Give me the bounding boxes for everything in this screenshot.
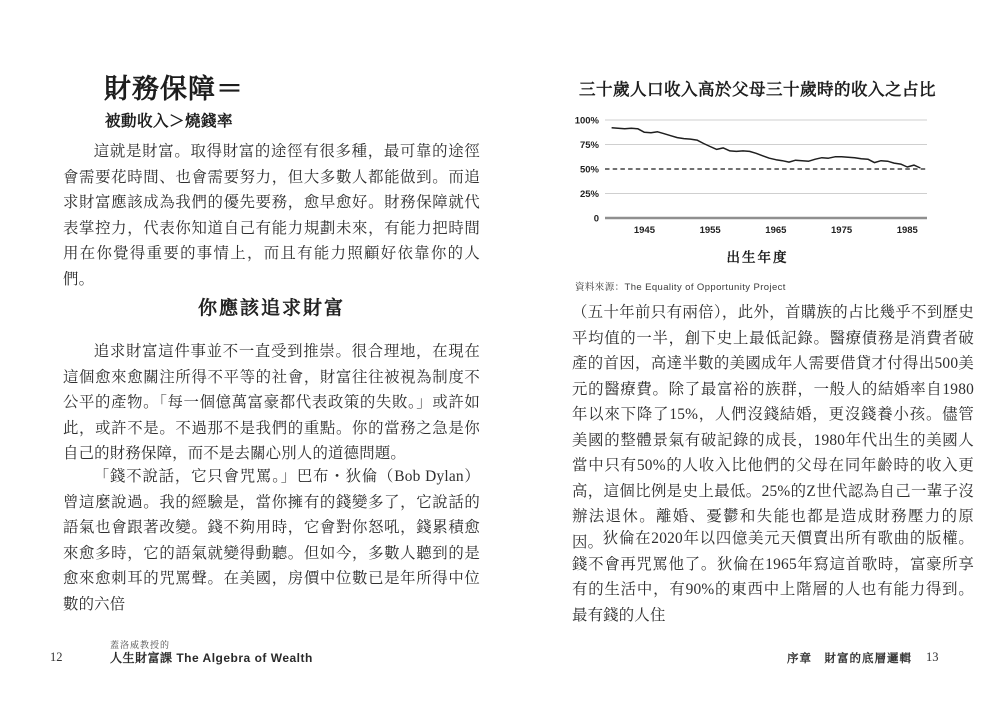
paragraph: 狄倫在2020年以四億美元天價賣出所有歌曲的版權。錢不會再咒罵他了。狄倫在1965年寫這首歌時，富豪所享有的生活中，有90%的東西中上階層的人也有能力得到。最有錢的人住 [572, 530, 974, 624]
page-number: 12 [50, 650, 63, 664]
y-tick-label: 75% [579, 140, 599, 151]
book-imprint-title: 人生財富課 The Algebra of Wealth [110, 651, 313, 665]
section-heading: 你應該追求財富 [197, 298, 345, 319]
y-tick-label: 25% [579, 189, 599, 200]
x-tick-label: 1975 [831, 225, 853, 236]
paragraph: 這就是財富。取得財富的途徑有很多種，最可靠的途徑會需要花時間、也會需要努力，但大多數人都能做到。而追求財富應該成為我們的優先要務，愈早愈好。財務保障就代表掌控力，代表你知道自己有能力規劃未來，有能力把時間用在你覺得重要的事情上，而且有能力照顧好依靠你的人們。 [63, 143, 480, 288]
data-line [612, 128, 921, 168]
x-tick-label: 1955 [699, 225, 721, 236]
right-page [500, 0, 1000, 710]
x-tick-label: 1945 [633, 225, 655, 236]
chart-source: 資料來源：The Equality of Opportunity Project [575, 282, 786, 293]
chart-title: 三十歲人口收入高於父母三十歲時的收入之占比 [579, 81, 936, 99]
y-tick-label: 50% [579, 164, 599, 176]
y-tick-label: 0 [593, 213, 599, 225]
y-tick-label: 100% [575, 115, 599, 127]
paragraph: （五十年前只有兩倍），此外，首購族的占比幾乎不到歷史平均值的一半，創下史上最低記錄。醫療債務是消費者破產的首因，高達半數的美國成年人需要借貸才付得出500美元的醫療費。除了最富裕的族群，一般人的結婚率自1980年以來下降了15%，人們沒錢結婚，更沒錢養小孩。儘管美國的整體景氣有破記錄的成長，1980年代出生的美國人當中只有50%的人收入比他們的父母在同年齡時的收入更高，這個比例是史上最低。25%的Z世代認為自己一輩子沒辦法退休。離婚、憂鬱和失能也都是造成財務壓力的原因。 [572, 304, 974, 551]
x-tick-label: 1965 [765, 225, 787, 236]
page-title: 財務保障＝ [104, 74, 244, 104]
page-number: 13 [926, 650, 939, 664]
paragraph: 「錢不說話，它只會咒罵。」巴布・狄倫（Bob Dylan）曾這麼說過。我的經驗是，當你擁有的錢變多了，它說話的語氣也會跟著改變。錢不夠用時，它會對你怒吼，錢累積愈來愈多時，它的語氣就變得動聽。但如今，多數人聽到的是愈來愈刺耳的咒罵聲。在美國，房價中位數已是年所得中位數的六倍 [63, 468, 480, 613]
chart-block [575, 76, 940, 293]
book-imprint-series: 蓋洛威教授的 [110, 640, 171, 650]
chart-x-axis-label: 出生年度 [726, 250, 789, 265]
chapter-footer: 序章 財富的底層邏輯 [787, 653, 912, 665]
income-vs-parents-chart [575, 112, 940, 246]
x-tick-label: 1985 [896, 225, 918, 236]
paragraph: 追求財富這件事並不一直受到推崇。很合理地，在現在這個愈來愈關注所得不平等的社會，財富往往被視為制度不公平的產物。「每一個億萬富豪都代表政策的失敗。」或許如此，或許不是。不過那不是我們的重點。你的當務之急是你自己的財務保障，而不是去關心別人的道德問題。 [63, 343, 480, 462]
page-subtitle: 被動收入＞燒錢率 [105, 113, 234, 130]
